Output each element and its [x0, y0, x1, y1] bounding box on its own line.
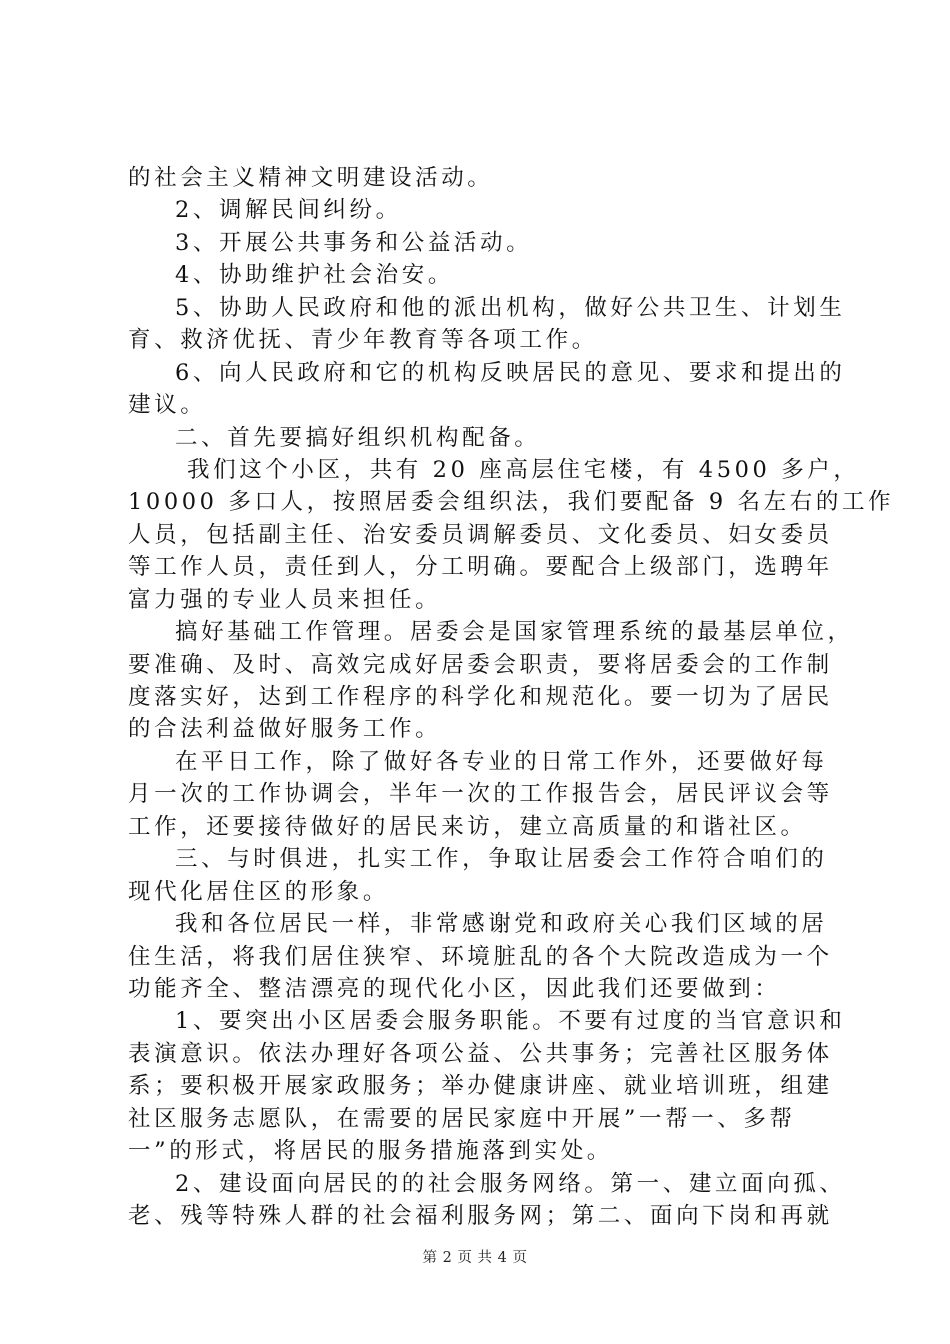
text-line: 住生活，将我们居住狭窄、环境脏乱的各个大院改造成为一个 — [128, 943, 833, 970]
text-line: 社区服务志愿队，在需要的居民家庭中开展”一帮一、多帮 — [128, 1105, 796, 1132]
text-line: 2、建设面向居民的的社会服务网络。第一、建立面向孤、 — [175, 1170, 846, 1197]
text-line: 在平日工作，除了做好各专业的日常工作外，还要做好每 — [175, 748, 828, 775]
text-line: 6、向人民政府和它的机构反映居民的意见、要求和提出的 — [175, 359, 846, 386]
text-line: 1、要突出小区居委会服务职能。不要有过度的当官意识和 — [175, 1008, 846, 1035]
text-line: 5、协助人民政府和他的派出机构，做好公共卫生、计划生 — [175, 294, 846, 321]
text-line: 我们这个小区，共有 20 座高层住宅楼，有 4500 多户， — [187, 456, 860, 483]
text-line: 人员，包括副主任、治安委员调解委员、文化委员、妇女委员 — [128, 521, 833, 548]
text-line: 育、救济优抚、青少年教育等各项工作。 — [128, 327, 598, 354]
text-line: 一”的形式，将居民的服务措施落到实处。 — [128, 1138, 613, 1165]
text-line: 的合法利益做好服务工作。 — [128, 716, 442, 743]
text-line: 4、协助维护社会治安。 — [175, 262, 454, 289]
text-line: 富力强的专业人员来担任。 — [128, 586, 442, 613]
text-line: 10000 多口人，按照居委会组织法，我们要配备 9 名左右的工作 — [128, 489, 895, 516]
text-line: 建议。 — [128, 392, 207, 419]
text-line: 老、残等特殊人群的社会福利服务网；第二、面向下岗和再就 — [128, 1203, 833, 1229]
text-line: 我和各位居民一样，非常感谢党和政府关心我们区域的居 — [175, 911, 828, 938]
text-line: 搞好基础工作管理。居委会是国家管理系统的最基层单位， — [175, 619, 854, 646]
body-text — [128, 162, 895, 1232]
text-line: 表演意识。依法办理好各项公益、公共事务；完善社区服务体 — [128, 1040, 833, 1067]
text-line: 功能齐全、整洁漂亮的现代化小区，因此我们还要做到： — [128, 975, 781, 1002]
page-footer: 第 2 页 共 4 页 — [422, 1250, 528, 1266]
text-line: 月一次的工作协调会，半年一次的工作报告会，居民评议会等 — [128, 781, 833, 808]
text-line: 三、与时俱进，扎实工作，争取让居委会工作符合咱们的 — [175, 846, 828, 873]
text-line: 等工作人员，责任到人，分工明确。要配合上级部门，选聘年 — [128, 554, 833, 581]
text-line: 要准确、及时、高效完成好居委会职责，要将居委会的工作制 — [128, 651, 833, 678]
text-line: 现代化居住区的形象。 — [128, 878, 390, 905]
text-line: 系；要积极开展家政服务；举办健康讲座、就业培训班，组建 — [128, 1073, 833, 1100]
text-line: 的社会主义精神文明建设活动。 — [128, 165, 494, 191]
text-line: 二、首先要搞好组织机构配备。 — [175, 424, 541, 451]
text-line: 度落实好，达到工作程序的科学化和规范化。要一切为了居民 — [128, 684, 833, 710]
text-line: 工作，还要接待做好的居民来访，建立高质量的和谐社区。 — [128, 813, 807, 840]
text-line: 3、开展公共事务和公益活动。 — [175, 229, 533, 256]
text-line: 2、调解民间纠纷。 — [175, 197, 402, 224]
